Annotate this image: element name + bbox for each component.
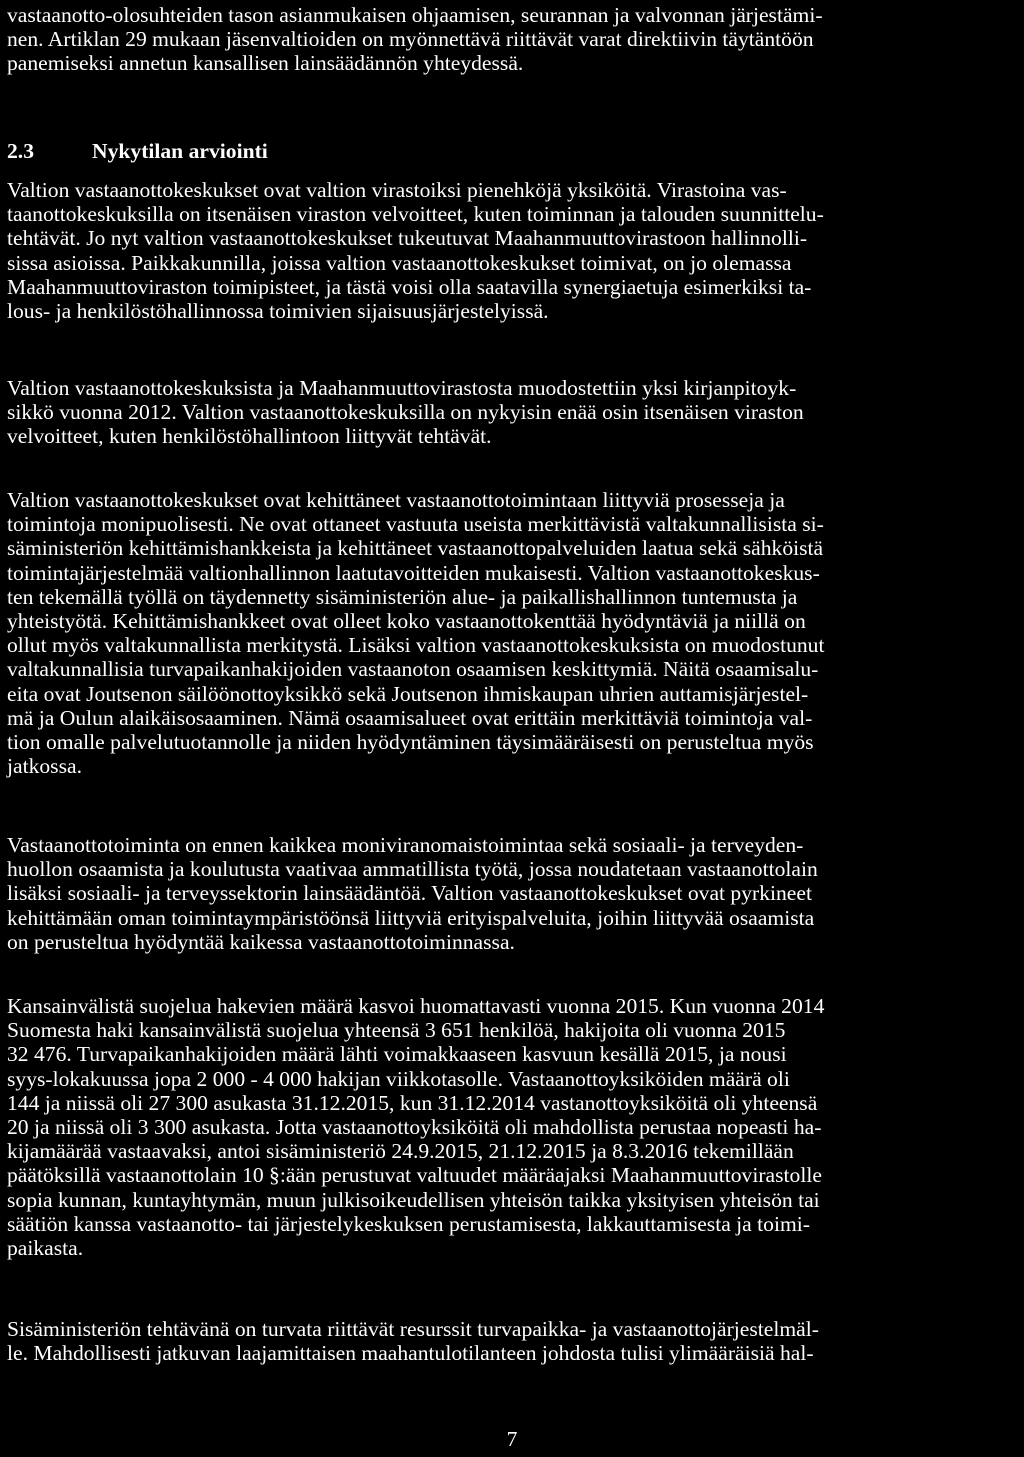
- text-line: vastaanotto-olosuhteiden tason asianmukaisen ohjaamisen, seurannan ja valvonnan järjestämi-: [7, 3, 823, 27]
- page-number: 7: [506, 1427, 518, 1451]
- text-line: yhteistyötä. Kehittämishankkeet ovat olleet koko vastaanottokenttää hyödyntäviä ja niillä on: [7, 608, 806, 633]
- text-line: toimintoja monipuolisesti. Ne ovat ottaneet vastuuta useista merkittävistä valtakunnallisista si-: [7, 512, 824, 537]
- text-line: sissa asioissa. Paikkakunnilla, joissa valtion vastaanottokeskukset toimivat, on jo olemassa: [7, 250, 792, 275]
- text-line: lous- ja henkilöstöhallinnossa toimivien sijaisuusjärjestelyissä.: [7, 298, 549, 323]
- text-line: Suomesta haki kansainvälistä suojelua yhteensä 3 651 henkilöä, hakijoita oli vuonna 2015: [7, 1018, 786, 1043]
- text-line: syys-lokakuussa jopa 2 000 - 4 000 hakijan viikkotasolle. Vastaanottoyksiköiden määrä oli: [7, 1066, 790, 1091]
- text-line: Kansainvälistä suojelua hakevien määrä kasvoi huomattavasti vuonna 2015. Kun vuonna 2014: [7, 994, 825, 1018]
- text-line: säätiön kanssa vastaanotto- tai järjestelykeskuksen perustamisesta, lakkauttamisesta ja toimi-: [7, 1211, 810, 1236]
- paragraph-intro: [7, 3, 823, 76]
- text-line: Valtion vastaanottokeskukset ovat kehittäneet vastaanottotoimintaan liittyviä prosesseja ja: [7, 488, 785, 512]
- text-line: toimintajärjestelmää valtionhallinnon laatutavoitteiden mukaisesti. Valtion vastaanottokeskus-: [7, 560, 820, 585]
- text-line: mä ja Oulun alaikäisosaaminen. Nämä osaamisalueet ovat erittäin merkittäviä toimintoja val-: [7, 705, 813, 730]
- text-line: lisäksi sosiaali- ja terveyssektorin lainsäädäntöä. Valtion vastaanottokeskukset ovat pyrkineet: [7, 881, 812, 906]
- text-line: ten tekemällä työllä on täydennetty sisäministeriön alue- ja paikallishallinnon tuntemusta ja: [7, 584, 798, 609]
- text-line: velvoitteet, kuten henkilöstöhallintoon liittyvät tehtävät.: [7, 424, 492, 449]
- section-heading: [7, 138, 268, 164]
- text-line: 20 ja niissä oli 3 300 asukasta. Jotta vastaanottoyksiköitä oli mahdollista perustaa nopeasti ha-: [7, 1114, 822, 1139]
- paragraph-3: [7, 488, 824, 778]
- text-line: paikasta.: [7, 1235, 84, 1260]
- paragraph-text: [7, 1317, 819, 1365]
- paragraph-text: [7, 178, 824, 323]
- text-line: sikkö vuonna 2012. Valtion vastaanottokeskuksilla on nykyisin enää osin itsenäisen viraston: [7, 400, 804, 425]
- paragraph-text: [7, 833, 818, 954]
- text-line: ollut myös valtakunnallista merkitystä. Lisäksi valtion vastaanottokeskuksista on muodostunut: [7, 633, 825, 658]
- text-line: säministeriön kehittämishankkeista ja kehittäneet vastaanottopalveluiden laatua sekä sähköistä: [7, 536, 824, 561]
- text-line: tehtävät. Jo nyt valtion vastaanottokeskukset tukeutuvat Maahanmuuttovirastoon hallinnolli-: [7, 226, 808, 251]
- text-line: tion omalle palvelutuotannolle ja niiden hyödyntäminen täysimääräisesti on perusteltua myös: [7, 729, 814, 754]
- text-line: eita ovat Joutsenon säilöönottoyksikkö sekä Joutsenon ihmiskaupan uhrien auttamisjärjestel-: [7, 681, 809, 706]
- text-line: kijamäärää vastaavaksi, antoi sisäministeriö 24.9.2015, 21.12.2015 ja 8.3.2016 tekemillään: [7, 1139, 794, 1164]
- paragraph-text: [7, 488, 824, 778]
- text-line: kehittämään oman toimintaympäristöönsä liittyviä erityispalveluita, joihin liittyvää osaamista: [7, 905, 815, 930]
- paragraph-2: [7, 376, 804, 449]
- text-line: valtakunnallisia turvapaikanhakijoiden vastaanoton osaamisen keskittymiä. Näitä osaamisalu-: [7, 657, 819, 682]
- paragraph-text: [7, 3, 823, 76]
- text-line: sopia kunnan, kuntayhtymän, muun julkisoikeudellisen yhteisön taikka yksityisen yhteisön tai: [7, 1187, 820, 1212]
- text-line: Valtion vastaanottokeskukset ovat valtion virastoiksi pienehköjä yksiköitä. Virastoina vas-: [7, 178, 787, 202]
- text-line: Maahanmuuttoviraston toimipisteet, ja tästä voisi olla saatavilla synergiaetuja esimerkiksi ta-: [7, 274, 812, 299]
- text-line: Sisäministeriön tehtävänä on turvata riittävät resurssit turvapaikka- ja vastaanottojärjestelmäl-: [7, 1317, 819, 1341]
- paragraph-text: [7, 994, 824, 1260]
- text-line: le. Mahdollisesti jatkuvan laajamittaisen maahantulotilanteen johdosta tulisi ylimääräisiä hal-: [7, 1341, 814, 1366]
- text-line: huollon osaamista ja koulutusta vaativaa ammatillista työtä, jossa noudatetaan vastaanottolain: [7, 857, 818, 882]
- paragraph-6: [7, 1317, 819, 1365]
- text-line: taanottokeskuksilla on itsenäisen viraston velvoitteet, kuten toiminnan ja talouden suunnittelu-: [7, 202, 824, 227]
- section-number: 2.3: [7, 139, 34, 163]
- text-line: jatkossa.: [7, 754, 82, 779]
- text-line: Vastaanottotoiminta on ennen kaikkea moniviranomaistoimintaa sekä sosiaali- ja terveyden-: [7, 833, 804, 857]
- paragraph-4: [7, 833, 818, 954]
- text-line: päätöksillä vastaanottolain 10 §:ään perustuvat valtuudet määräajaksi Maahanmuuttovirastolle: [7, 1163, 822, 1188]
- paragraph-5: [7, 994, 824, 1260]
- text-line: on perusteltua hyödyntää kaikessa vastaanottotoiminnassa.: [7, 929, 515, 954]
- text-line: Valtion vastaanottokeskuksista ja Maahanmuuttovirastosta muodostettiin yksi kirjanpitoyk-: [7, 376, 797, 400]
- text-line: panemiseksi annetun kansallisen lainsäädännön yhteydessä.: [7, 51, 524, 76]
- section-title: Nykytilan arviointi: [92, 139, 268, 163]
- text-line: nen. Artiklan 29 mukaan jäsenvaltioiden on myönnettävä riittävät varat direktiivin täytäntöön: [7, 27, 814, 52]
- paragraph-text: [7, 376, 804, 449]
- paragraph-1: [7, 178, 824, 323]
- text-line: 144 ja niissä oli 27 300 asukasta 31.12.2015, kun 31.12.2014 vastanottoyksiköitä oli yhteensä: [7, 1090, 818, 1115]
- text-line: 32 476. Turvapaikanhakijoiden määrä lähti voimakkaaseen kasvuun kesällä 2015, ja nousi: [7, 1042, 787, 1067]
